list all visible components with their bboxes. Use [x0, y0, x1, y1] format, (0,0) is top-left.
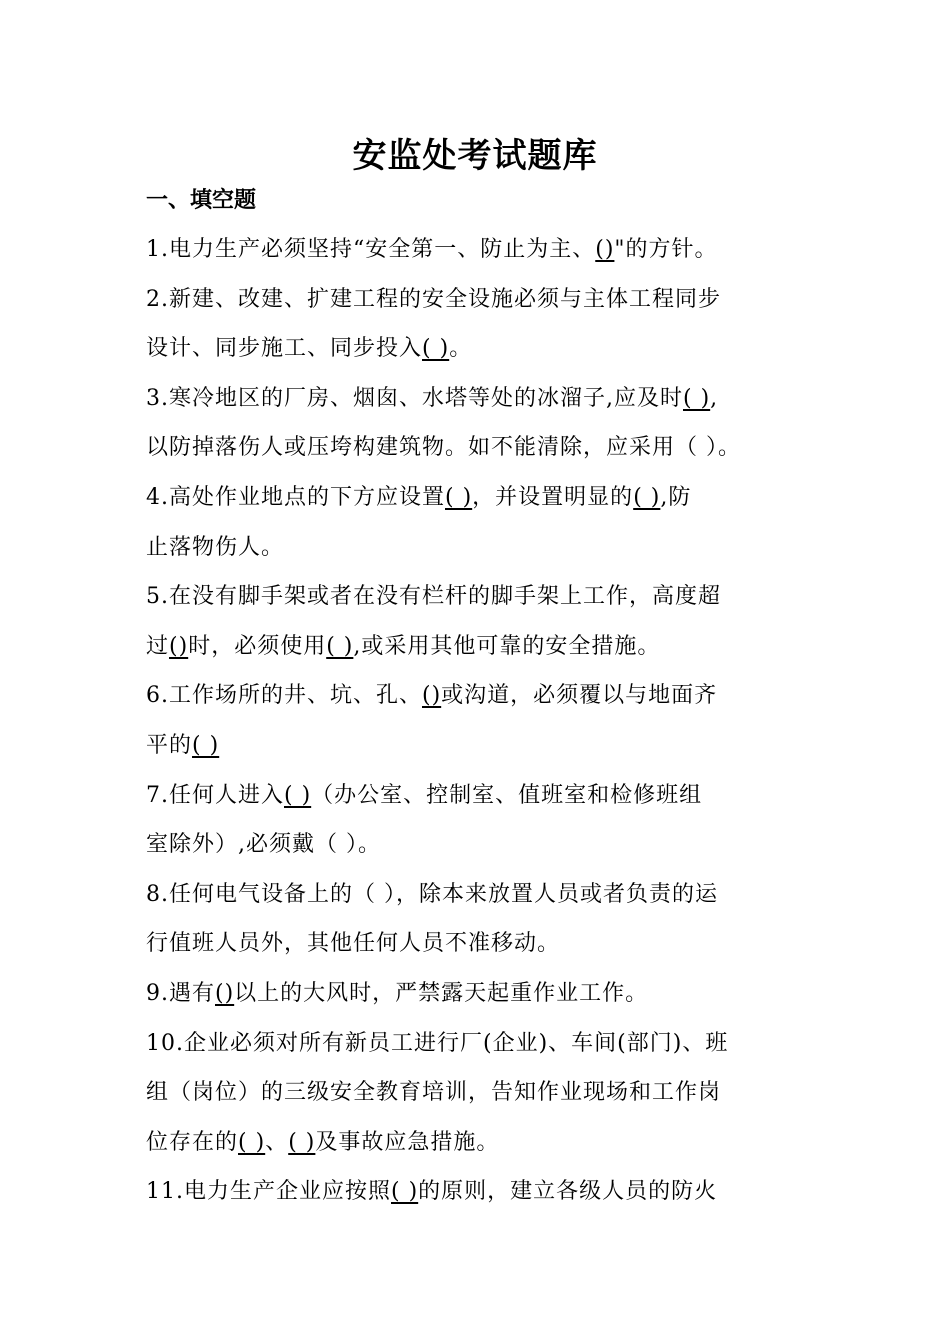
answer-blank: ( ) — [326, 634, 354, 659]
question-line — [146, 831, 381, 859]
question-text: , — [710, 386, 719, 411]
answer-blank: ( ) — [683, 386, 711, 411]
question-text: 室除外）,必须戴（ ）。 — [146, 832, 381, 857]
answer-blank: ( ) — [391, 1179, 419, 1204]
question-text: ，并设置明显的 — [472, 485, 634, 510]
question-text: 8.任何电气设备上的（ ），除本来放置人员或者负责的运 — [146, 882, 718, 907]
question-line — [146, 1079, 721, 1107]
question-line — [146, 682, 717, 710]
question-text: 位存在的 — [146, 1130, 239, 1155]
question-text: 。 — [449, 336, 473, 361]
answer-blank: ( ) — [288, 1130, 316, 1155]
question-text: 4.高处作业地点的下方应设置 — [146, 485, 445, 510]
question-text: 时，必须使用 — [188, 634, 327, 659]
question-line — [146, 236, 718, 264]
question-text: 2.新建、改建、扩建工程的安全设施必须与主体工程同步 — [146, 287, 721, 312]
question-text: （办公室、控制室、值班室和检修班组 — [311, 783, 703, 808]
question-line — [146, 732, 219, 760]
question-line — [146, 335, 472, 363]
question-text: 止落物伤人。 — [146, 535, 285, 560]
question-line — [146, 286, 721, 314]
question-line — [146, 1129, 499, 1157]
answer-blank: () — [169, 634, 189, 659]
question-text: 或沟道，必须覆以与地面齐 — [441, 683, 718, 708]
question-text: 行值班人员外，其他任何人员不准移动。 — [146, 931, 561, 956]
question-text: 11.电力生产企业应按照 — [146, 1179, 391, 1204]
question-text: 过 — [146, 634, 170, 659]
question-line — [146, 980, 648, 1008]
answer-blank: ( ) — [238, 1130, 266, 1155]
question-text: 9.遇有 — [146, 981, 215, 1006]
answer-blank: ( ) — [192, 733, 220, 758]
answer-blank: ( ) — [445, 485, 473, 510]
question-line — [146, 385, 718, 413]
question-text: 6.工作场所的井、坑、孔、 — [146, 683, 422, 708]
question-text: 7.任何人进入 — [146, 783, 284, 808]
question-text: 5.在没有脚手架或者在没有栏杆的脚手架上工作，高度超 — [146, 584, 721, 609]
question-text: 设计、同步施工、同步投入 — [146, 336, 423, 361]
section-heading: 一、填空题 — [146, 188, 257, 213]
answer-blank: () — [595, 237, 615, 262]
question-line — [146, 1030, 728, 1058]
document-title: 安监处考试题库 — [352, 136, 598, 176]
question-text: ,防 — [660, 485, 692, 510]
question-line — [146, 484, 691, 512]
question-text: 及事故应急措施。 — [315, 1130, 500, 1155]
question-text: 1.电力生产必须坚持“安全第一、防止为主、 — [146, 237, 596, 262]
question-line — [146, 1178, 717, 1206]
question-line — [146, 583, 721, 611]
question-text: 的原则，建立各级人员的防火 — [418, 1179, 718, 1204]
question-line — [146, 881, 718, 909]
question-text: 组（岗位）的三级安全教育培训，告知作业现场和工作岗 — [146, 1080, 722, 1105]
question-line — [146, 633, 660, 661]
question-line — [146, 434, 741, 462]
answer-blank: ( ) — [422, 336, 450, 361]
question-line — [146, 534, 284, 562]
question-text: 3.寒冷地区的厂房、烟囱、水塔等处的冰溜子,应及时 — [146, 386, 683, 411]
question-text: 10.企业必须对所有新员工进行厂(企业)、车间(部门)、班 — [146, 1031, 729, 1056]
question-text: 以防掉落伤人或压垮构建筑物。如不能清除，应采用（ ）。 — [146, 435, 741, 460]
question-text: ,或采用其他可靠的安全措施。 — [353, 634, 661, 659]
question-text: 平的 — [146, 733, 193, 758]
answer-blank: () — [215, 981, 235, 1006]
answer-blank: ( ) — [633, 485, 661, 510]
question-line — [146, 782, 702, 810]
answer-blank: ( ) — [284, 783, 312, 808]
question-line — [146, 930, 560, 958]
question-text: 以上的大风时，严禁露天起重作业工作。 — [234, 981, 649, 1006]
question-text: "的方针。 — [614, 237, 718, 262]
answer-blank: () — [422, 683, 442, 708]
question-text: 、 — [265, 1130, 289, 1155]
